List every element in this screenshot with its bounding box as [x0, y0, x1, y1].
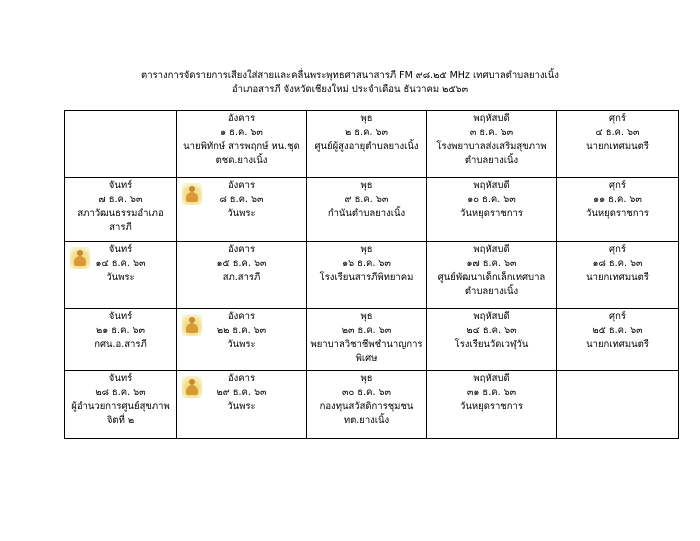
day-cell	[427, 178, 557, 242]
day-date: ๑๘ ธ.ค. ๖๓	[592, 258, 643, 269]
day-cell	[177, 178, 307, 242]
day-date: ๔ ธ.ค. ๖๓	[595, 127, 640, 138]
day-date: ๒๑ ธ.ค. ๖๓	[95, 325, 146, 336]
day-name: อังคาร	[227, 113, 256, 124]
day-event: นายกเทศมนตรี	[586, 339, 649, 350]
week-row	[65, 111, 679, 178]
day-date: ๒๙ ธ.ค. ๖๓	[216, 387, 267, 398]
day-cell	[307, 178, 427, 242]
day-name: ศุกร์	[609, 113, 626, 124]
day-cell	[427, 371, 557, 439]
day-name: อังคาร	[227, 180, 256, 191]
day-cell	[427, 111, 557, 178]
day-name: พฤหัสบดี	[473, 180, 510, 191]
day-cell	[557, 111, 679, 178]
day-event: นายกเทศมนตรี	[586, 141, 649, 152]
day-cell	[65, 309, 177, 371]
day-cell	[427, 309, 557, 371]
day-date: ๑๑ ธ.ค. ๖๓	[593, 194, 642, 205]
day-name: อังคาร	[227, 311, 256, 322]
day-date: ๒๘ ธ.ค. ๖๓	[95, 387, 146, 398]
day-name: อังคาร	[227, 373, 256, 384]
day-date: ๑๕ ธ.ค. ๖๓	[216, 258, 267, 269]
day-date: ๙ ธ.ค. ๖๓	[344, 194, 389, 205]
day-date: ๒๒ ธ.ค. ๖๓	[216, 325, 267, 336]
day-event: สภาวัฒนธรรมอำเภอสารภี	[77, 208, 164, 233]
day-event: วันหยุดราชการ	[586, 208, 649, 219]
day-date: ๒๔ ธ.ค. ๖๓	[466, 325, 517, 336]
day-date: ๓๐ ธ.ค. ๖๓	[341, 387, 392, 398]
day-name: พฤหัสบดี	[473, 311, 510, 322]
week-row	[65, 371, 679, 439]
day-cell	[65, 111, 177, 178]
day-cell	[307, 111, 427, 178]
day-cell	[65, 178, 177, 242]
day-event: โรงเรียนวัดเวฬุวัน	[454, 339, 529, 350]
day-date: ๑๔ ธ.ค. ๖๓	[95, 258, 146, 269]
day-name: พฤหัสบดี	[473, 373, 510, 384]
day-cell	[65, 242, 177, 309]
day-name: ศุกร์	[609, 180, 626, 191]
day-date: ๓ ธ.ค. ๖๓	[469, 127, 514, 138]
day-cell	[307, 309, 427, 371]
schedule-table	[64, 110, 679, 439]
day-name: พุธ	[360, 244, 373, 255]
day-cell	[65, 371, 177, 439]
day-date: ๑ ธ.ค. ๖๓	[220, 127, 263, 138]
day-date: ๗ ธ.ค. ๖๓	[98, 194, 143, 205]
day-event: นายกเทศมนตรี	[586, 272, 649, 283]
day-name: จันทร์	[108, 244, 133, 255]
buddha-image-icon	[182, 376, 202, 398]
day-name: พุธ	[360, 113, 373, 124]
day-name: พุธ	[360, 311, 373, 322]
day-date: ๒ ธ.ค. ๖๓	[344, 127, 389, 138]
day-event: กำนันตำบลยางเนิ้ง	[327, 208, 406, 219]
day-event: วันพระ	[227, 401, 256, 412]
day-date: ๑๗ ธ.ค. ๖๓	[466, 258, 517, 269]
buddha-image-icon	[182, 314, 202, 336]
day-event: นายพิทักษ์ สารพฤกษ์ หน.ชุด ตชด.ยางเนิ้ง	[183, 141, 300, 166]
day-name: พฤหัสบดี	[473, 244, 510, 255]
day-event: วันพระ	[227, 208, 256, 219]
day-event: โรงเรียนสารภีพิทยาคม	[319, 272, 414, 283]
day-name: พุธ	[360, 180, 373, 191]
day-name: พฤหัสบดี	[473, 113, 510, 124]
day-event: วันพระ	[106, 272, 135, 283]
day-event: วันหยุดราชการ	[460, 401, 523, 412]
day-cell	[177, 242, 307, 309]
day-event: กองทุนสวัสดิการชุมชน ทต.ยางเนิ้ง	[319, 401, 414, 426]
day-cell	[557, 178, 679, 242]
day-event: ศูนย์ผู้สูงอายุตำบลยางเนิ้ง	[314, 141, 419, 152]
week-row	[65, 309, 679, 371]
day-date: ๒๕ ธ.ค. ๖๓	[592, 325, 643, 336]
day-date: ๑๐ ธ.ค. ๖๓	[467, 194, 516, 205]
day-name: จันทร์	[108, 373, 133, 384]
buddha-image-icon	[182, 183, 202, 205]
day-event: วันหยุดราชการ	[460, 208, 523, 219]
day-name: อังคาร	[227, 244, 256, 255]
day-name: พุธ	[360, 373, 373, 384]
day-event: ศูนย์พัฒนาเด็กเล็กเทศบาลตำบลยางเนิ้ง	[437, 272, 546, 297]
day-cell	[557, 371, 679, 439]
day-event: กศน.อ.สารภี	[94, 339, 147, 350]
day-date: ๒๓ ธ.ค. ๖๓	[341, 325, 392, 336]
day-date: ๑๖ ธ.ค. ๖๓	[342, 258, 391, 269]
day-cell	[557, 242, 679, 309]
day-event: โรงพยาบาลส่งเสริมสุขภาพตำบลยางเนิ้ง	[436, 141, 547, 166]
day-cell	[177, 371, 307, 439]
day-cell	[557, 309, 679, 371]
day-event: พยาบาลวิชาชีพชำนาญการพิเศษ	[310, 339, 423, 364]
day-date: ๓๑ ธ.ค. ๖๓	[466, 387, 517, 398]
day-name: ศุกร์	[609, 311, 626, 322]
day-cell	[307, 242, 427, 309]
day-event: วันพระ	[227, 339, 256, 350]
day-cell	[427, 242, 557, 309]
day-event: ผู้อำนวยการศูนย์สุขภาพจิตที่ ๒	[71, 401, 170, 426]
day-name: ศุกร์	[609, 244, 626, 255]
day-date: ๘ ธ.ค. ๖๓	[219, 194, 264, 205]
day-name: จันทร์	[108, 180, 133, 191]
schedule-subtitle: อำเภอสารภี จังหวัดเชียงใหม่ ประจำเดือน ธันวาคม ๒๕๖๓	[231, 84, 469, 95]
day-cell	[177, 309, 307, 371]
day-cell	[177, 111, 307, 178]
week-row	[65, 178, 679, 242]
schedule-title: ตารางการจัดรายการเสียงใส่สายและคลื่นพระพุทธศาสนาสารภี FM ๙๘.๒๕ MHz เทศบาลตำบลยางเนิ้ง	[141, 70, 559, 81]
day-event: สภ.สารภี	[222, 272, 261, 283]
buddha-image-icon	[70, 247, 90, 269]
day-cell	[307, 371, 427, 439]
week-row	[65, 242, 679, 309]
day-name: จันทร์	[108, 311, 133, 322]
